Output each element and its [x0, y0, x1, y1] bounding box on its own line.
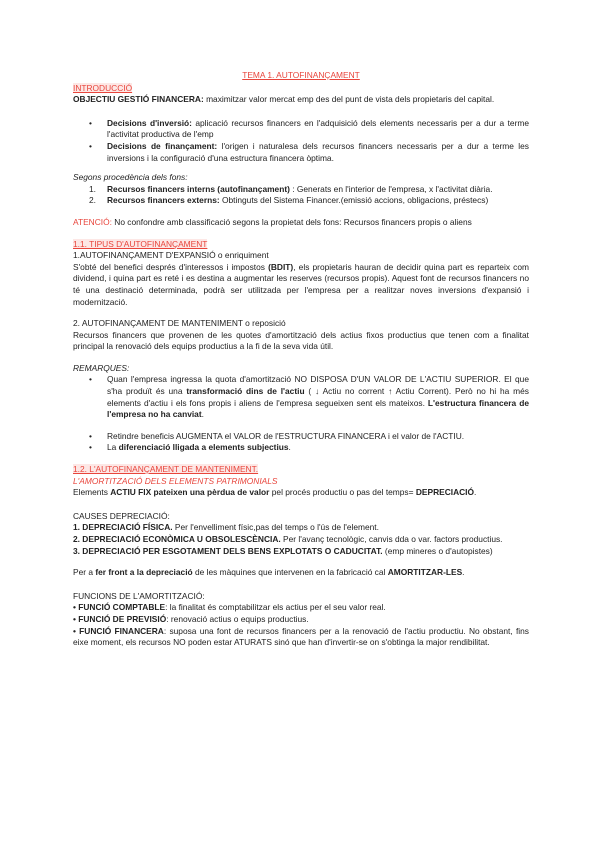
function-line [73, 602, 529, 614]
sub1-text-b: , els propietaris hauran de decidir quina part es reparteix com dividend, i quina part es reté i es destina a augmentar les reserves (recursos propis). Aquest font de recursos financers no té una destinació determinada, podrà ser utilitzada per l'empresa per a realitzar noves inversions d'expansió i modernització. [73, 261, 529, 307]
list-item [73, 141, 529, 164]
objective-text: maximitzar valor mercat emp des del punt de vista dels propietaris del capital. [203, 94, 495, 105]
decision-label: Decisions d'inversió: [107, 117, 192, 128]
cause-text: Per l'envelliment físic,pas del temps o l'ús de l'element. [172, 522, 379, 533]
origin-text: : Generats en l'interior de l'empresa, x l'activitat diària. [289, 183, 493, 194]
list-item: • Retindre beneficis AUGMENTA el VALOR de l'ESTRUCTURA FINANCERA i el valor de l'ACTIU. [73, 431, 529, 443]
origin-label: Recursos financers interns (autofinançament) [107, 183, 290, 194]
decision-text: aplicació recursos financers en l'adquisició dels elements necessaris per a dur a terme l'activitat productiva de l'emp [107, 117, 530, 140]
function-label: • FUNCIÓ DE PREVISIÓ [73, 613, 167, 624]
list-item [73, 184, 529, 196]
face-text-b: de les màquines que intervenen en la fabricació cal [192, 567, 388, 578]
remark-bold-b: L'estructura financera de l'empresa no ha canviat [107, 397, 529, 420]
remarks-heading [73, 363, 529, 375]
cause-line [73, 546, 529, 558]
list-item [73, 195, 529, 207]
face-line [73, 567, 529, 579]
remark-text-c: . [201, 409, 204, 420]
remark-text-b: ( ↓ Actiu no corrent ↑ Actiu Corrent). Però no hi ha més elements d'actiu i els fons propis i aliens de l'empresa segueixen sent els mateixos. [107, 386, 529, 408]
function-text: : renovació actius o equips productius. [166, 613, 309, 624]
cause-line [73, 534, 529, 546]
list-item [73, 118, 529, 141]
sub1-paragraph [73, 262, 529, 308]
remark3-text-b: . [288, 442, 291, 453]
cause-text: (emp mineres o d'autopistes) [382, 545, 493, 556]
section2-subheading-text: L'AMORTITZACIÓ DELS ELEMENTS PATRIMONIALS [73, 475, 278, 486]
decision-text: l'origen i naturalesa dels recursos financers necessaris per a dur a terme les inversions i la configuració d'una estructura financera òptima. [107, 140, 529, 163]
section2-subheading [73, 476, 529, 488]
cause-text: Per l'avanç tecnològic, canvis dda o var. factors productius. [280, 534, 503, 544]
origin-heading [73, 172, 529, 184]
list-item [73, 374, 529, 420]
remarks-list-2 [73, 431, 529, 454]
function-line [73, 614, 529, 626]
face-text-a: Per a [73, 567, 96, 578]
sub2-title: 2. AUTOFINANÇAMENT DE MANTENIMENT o reposició [73, 318, 286, 329]
sub1-title: 1.AUTOFINANÇAMENT D'EXPANSIÓ o enriquiment [73, 250, 269, 261]
causes-heading: CAUSES DEPRECIACIÓ: [73, 510, 170, 521]
section2-heading-text: 1.2. L'AUTOFINANÇAMENT DE MANTENIMENT. [73, 464, 259, 475]
function-text: : suposa una font de recursos financers per a la renovació de l'actiu productiu. No obstant, fins eixe moment, els recursos NO poden estar ATURATS sinó que han d'invertir-se on s'obtinga la major rendibilitat. [73, 625, 529, 648]
document-page [73, 70, 529, 649]
objective-label: OBJECTIU GESTIÓ FINANCERA: [73, 94, 204, 105]
def-bold: ACTIU FIX pateixen una pèrdua de valor [110, 487, 270, 498]
definition-line [73, 487, 529, 499]
cause-label: 3. DEPRECIACIÓ PER ESGOTAMENT DELS BENS EXPLOTATS O CADUCITAT. [73, 545, 383, 556]
origin-num: 1. [89, 183, 96, 194]
decision-label: Decisions de finançament: [107, 140, 218, 151]
document-title-text: TEMA 1. AUTOFINANÇAMENT [242, 70, 360, 80]
bdit-term: (BDIT) [268, 261, 294, 272]
cause-line [73, 522, 529, 534]
intro-heading [73, 83, 529, 95]
list-item [73, 442, 529, 454]
sub2-paragraph: Recursos financers que provenen de les quotes d'amortització dels actius fixos productius que tenen com a finalitat principal la renovació dels equips productius a la fi de la seva vida útil. [73, 329, 529, 352]
remark3-bold: diferenciació lligada a elements subjectius [118, 442, 289, 453]
origin-heading-text: Segons procedència dels fons: [73, 172, 188, 183]
section2-heading [73, 464, 529, 476]
cause-label: 2. DEPRECIACIÓ ECONÒMICA U OBSOLESCÈNCIA. [73, 534, 281, 544]
cause-label: 1. DEPRECIACIÓ FÍSICA. [73, 522, 173, 533]
origin-num: 2. [89, 195, 96, 206]
function-text: : la finalitat és comptabilitzar els actius per el seu valor real. [165, 602, 386, 613]
origin-label: Recursos financers externs: [107, 195, 220, 206]
face-text-c: . [462, 567, 465, 578]
warning-line [73, 217, 529, 229]
function-label: • FUNCIÓ COMPTABLE [73, 602, 166, 613]
origin-text: Obtinguts del Sistema Financer.(emissió accions, obligacions, préstecs) [219, 195, 489, 206]
def-text-b: pel procés productiu o pas del temps= [269, 487, 416, 498]
functions-heading: FUNCIONS DE L'AMORTITZACIÓ: [73, 590, 205, 601]
function-line [73, 626, 529, 649]
def-text-a: Elements [73, 487, 111, 498]
document-title [73, 70, 529, 82]
intro-heading-text: INTRODUCCIÓ [73, 82, 133, 93]
def-text-c: . [474, 487, 477, 498]
remark3-text-a: La [107, 442, 119, 453]
section1-heading-text: 1.1. TIPUS D'AUTOFINANÇAMENT [73, 238, 208, 249]
remarks-list [73, 374, 529, 420]
warning-label: ATENCIÓ: [73, 216, 112, 227]
warning-text: No confondre amb classificació segons la propietat dels fons: Recursos financers propis o aliens [111, 216, 472, 227]
face-bold-2: AMORTITZAR-LES [387, 567, 463, 578]
decisions-list [73, 118, 529, 164]
sub1-text-a: S'obté del benefici després d'interessos i impostos [73, 261, 269, 272]
section1-heading [73, 239, 529, 251]
function-label: • FUNCIÓ FINANCERA [73, 625, 164, 636]
origins-list [73, 184, 529, 207]
face-bold: fer front a la depreciació [95, 567, 193, 578]
def-bold-2: DEPRECIACIÓ [415, 487, 475, 498]
objective-line [73, 94, 529, 106]
remark-text-a: Quan l'empresa ingressa la quota d'amortització NO DISPOSA D'UN VALOR DE L'ACTIU SUPERIOR. El que s'ha produït és una [107, 374, 529, 397]
remark-bold-a: transformació dins de l'actiu [186, 386, 305, 397]
remarks-heading-text: REMARQUES: [73, 362, 130, 373]
